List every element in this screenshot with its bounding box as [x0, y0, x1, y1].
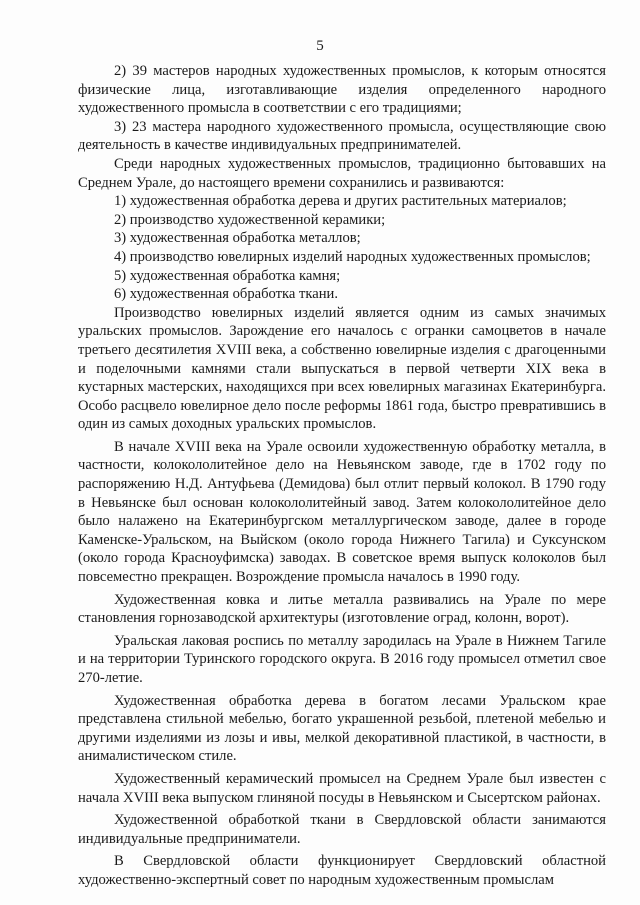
- list-item: 4) производство ювелирных изделий народных художественных промыслов;: [114, 248, 591, 265]
- list-item: 6) художественная обработка ткани.: [114, 286, 339, 303]
- list-item: 5) художественная обработка камня;: [114, 267, 341, 284]
- list-item: 3) художественная обработка металлов;: [114, 230, 361, 247]
- paragraph: Художественная ковка и литье металла развивались на Урале по мере становления горнозаводской архитектуры (изготовление оград, колонн, ворот).: [78, 591, 606, 627]
- paragraph: Уральская лаковая роспись по металлу зародилась на Урале в Нижнем Тагиле и на территории Туринского городского округа. В 2016 году промысел отметил свое 270-летие.: [78, 632, 606, 686]
- paragraph: Художественный керамический промысел на Среднем Урале был известен с начала XVIII века выпуском глиняной посуды в Невьянском и Сысертском районах.: [78, 770, 606, 806]
- list-item: 1) художественная обработка дерева и других растительных материалов;: [114, 193, 567, 210]
- paragraph: В начале XVIII века на Урале освоили художественную обработку металла, в частности, колокололитейное дело на Невьянском заводе, где в 1702 году по распоряжению Н.Д. Антуфьева (Демидова) был отлит первый колокол. В 1790 году в Невьянске был основан колокололитейный завод. Затем колокололитейное дело было налажено на Екатеринбургском металлургическом заводе, далее в городе Каменске-Уральском, на Выйском (около города Нижнего Тагила) и Суксунском (около города Красноуфимска) заводах. В советское время выпуск колоколов был повсеместно прекращен. Возрождение промысла началось в 1990 году.: [78, 438, 606, 586]
- paragraph: 3) 23 мастера народного художественного промысла, осуществляющие свою деятельность в качестве индивидуальных предпринимателей.: [78, 118, 606, 154]
- paragraph: Производство ювелирных изделий является одним из самых значимых уральских промыслов. Зарождение его началось с огранки самоцветов в начале третьего десятилетия XVIII века, а собственно ювелирные изделия с драгоценными и поделочными камнями стали выпускаться в первой четверти XIX века в кустарных мастерских, находящихся при всех ювелирных магазинах Екатеринбурга. Особо расцвело ювелирное дело после реформы 1861 года, быстро превратившись в один из самых доходных уральских промыслов.: [78, 304, 606, 433]
- paragraph: Среди народных художественных промыслов, традиционно бытовавших на Среднем Урале, до настоящего времени сохранились и развиваются:: [78, 155, 606, 191]
- document-body: [78, 62, 606, 890]
- paragraph: Художественная обработка дерева в богатом лесами Уральском крае представлена стильной мебелью, богато украшенной резьбой, плетеной мебелью и другими изделиями из лозы и ивы, мелкой декоративной пластикой, в частности, в анималистическом стиле.: [78, 692, 606, 765]
- paragraph: Художественной обработкой ткани в Свердловской области занимаются индивидуальные предприниматели.: [78, 812, 606, 847]
- page-number: 5: [316, 38, 324, 54]
- paragraph: В Свердловской области функционирует Свердловский областной художественно-экспертный совет по народным художественным промыслам: [78, 853, 606, 888]
- paragraph: 2) 39 мастеров народных художественных промыслов, к которым относятся физические лица, изготавливающие изделия определенного народного художественного промысла в соответствии с его традициями;: [78, 63, 606, 117]
- list-item: 2) производство художественной керамики;: [114, 211, 386, 228]
